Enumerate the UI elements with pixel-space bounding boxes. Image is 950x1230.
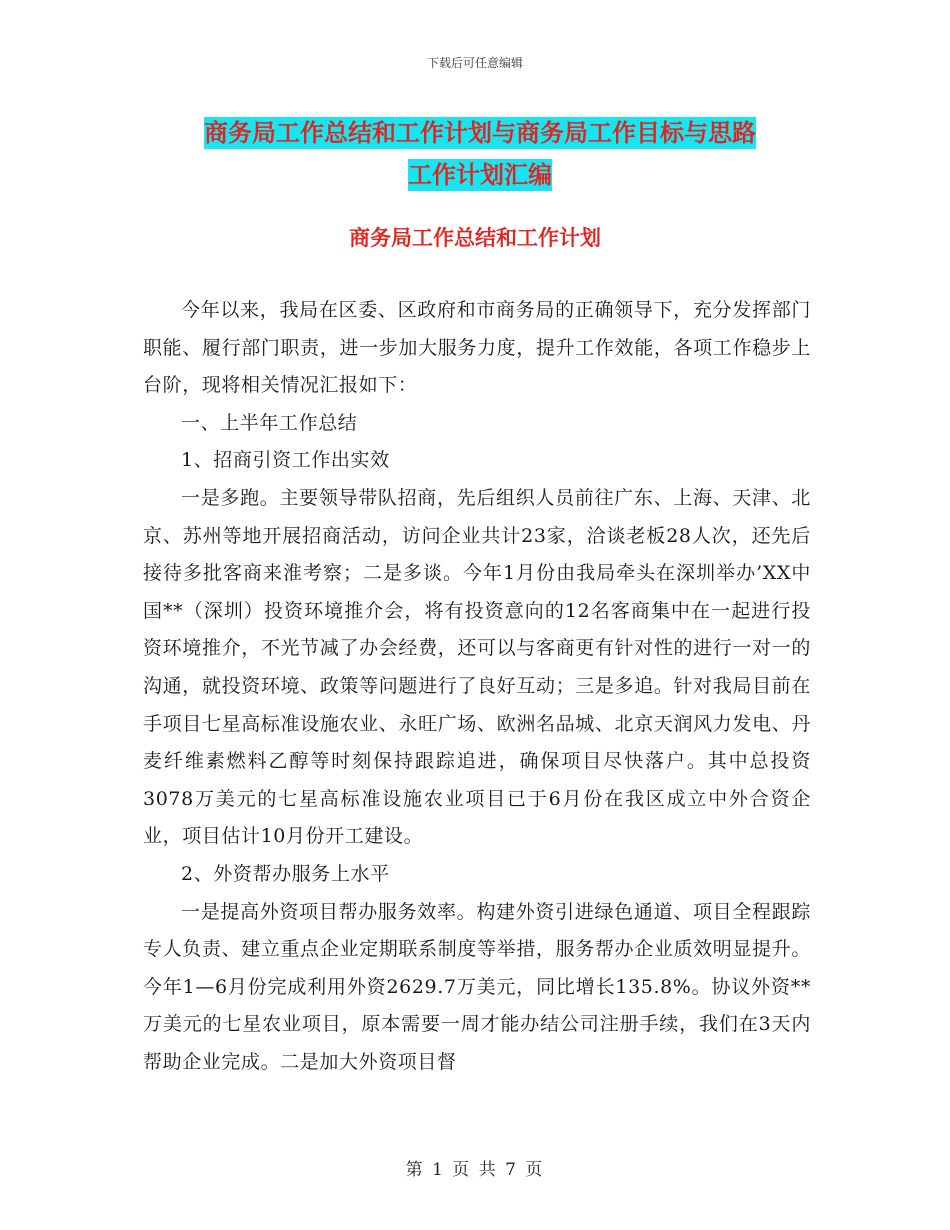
heading-first-half-summary: 一、上半年工作总结 (181, 411, 358, 434)
heading-investment-attraction: 1、招商引资工作出实效 (181, 449, 390, 472)
document-title (140, 112, 820, 196)
document-title-line-1: 商务局工作总结和工作计划与商务局工作目标与思路 (204, 119, 756, 147)
section-title: 商务局工作总结和工作计划 (349, 226, 601, 250)
header-note: 下载后可任意编辑 (426, 56, 523, 70)
paragraph-investment-details: 一是多跑。主要领导带队招商，先后组织人员前往广东、上海、天津、北京、苏州等地开展招商活动，访问企业共计23家，洽谈老板28人次，还先后接待多批客商来淮考察；二是多谈。今年1月份由我局牵头在深圳举办’XX中国**（深圳）投资环境推介会，将有投资意向的12名客商集中在一起进行投资环境推介，不光节减了办会经费，还可以与客商更有针对性的进行一对一的沟通，就投资环境、政策等问题进行了良好互动；三是多追。针对我局目前在手项目七星高标准设施农业、永旺广场、欧洲名品城、北京天润风力发电、丹麦纤维素燃料乙醇等时刻保持跟踪追进，确保项目尽快落户。其中总投资3078万美元的七星高标准设施农业项目已于6月份在我区成立中外合资企业，项目估计10月份开工建设。 (143, 486, 811, 848)
document-body (143, 292, 811, 1081)
paragraph-foreign-investment-details: 一是提高外资项目帮办服务效率。构建外资引进绿色通道、项目全程跟踪专人负责、建立重点企业定期联系制度等举措，服务帮办企业质效明显提升。今年1—6月份完成利用外资2629.7万美元，同比增长135.8%。协议外资**万美元的七星农业项目，原本需要一周才能办结公司注册手续，我们在3天内帮助企业完成。二是加大外资项目督 (143, 900, 811, 1073)
page-number: 第 1 页 共 7 页 (405, 1160, 545, 1180)
heading-foreign-investment-service: 2、外资帮办服务上水平 (181, 862, 390, 885)
paragraph-intro: 今年以来，我局在区委、区政府和市商务局的正确领导下，充分发挥部门职能、履行部门职责，进一步加大服务力度，提升工作效能，各项工作稳步上台阶，现将相关情况汇报如下： (143, 299, 811, 397)
document-title-line-2: 工作计划汇编 (408, 161, 552, 189)
